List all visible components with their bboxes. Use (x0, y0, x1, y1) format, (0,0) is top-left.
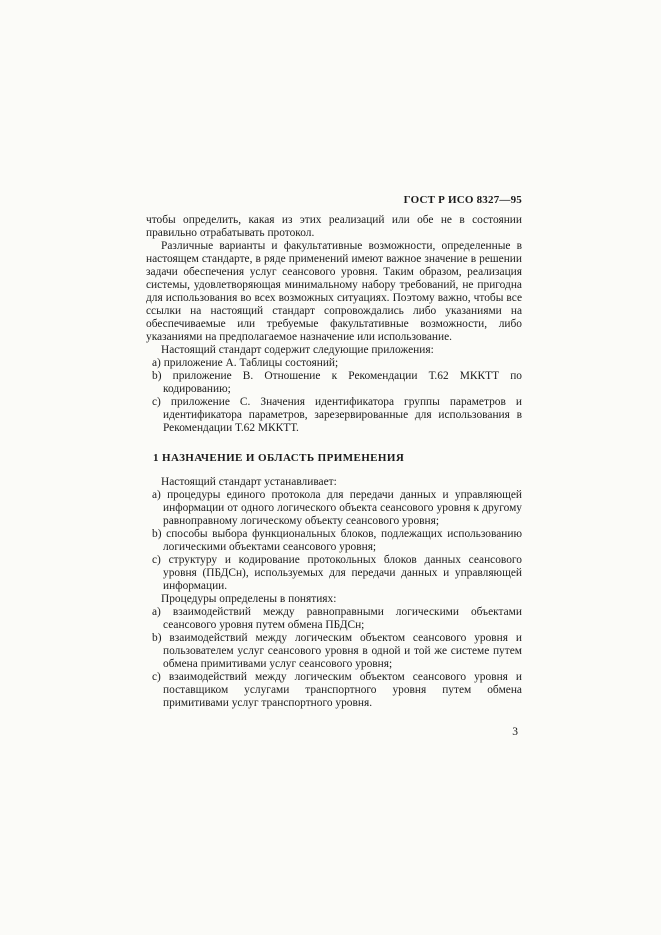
procedures-list (146, 606, 522, 710)
establishes-item: a) процедуры единого протокола для передачи данных и управляющей информации от одного логического объекта сеансового уровня к другому равноправному логическому объекту сеансового уровня; (152, 489, 522, 527)
section-1-heading: 1 НАЗНАЧЕНИЕ И ОБЛАСТЬ ПРИМЕНЕНИЯ (153, 452, 405, 464)
paragraph-variants: Различные варианты и факультативные возможности, определенные в настоящем стандарте, в ряде применений имеют важное значение в решении задачи обеспечения услуг сеансового уровня. Таким образом, реализация системы, удовлетворяющая минимальному набору требований, не пригодна для использования во всех возможных ситуациях. Поэтому важно, чтобы все ссылки на настоящий стандарт сопровождались либо указаниями на обеспечиваемые или требуемые факультативные возможности, либо указаниями на предполагаемое назначение или использование. (146, 240, 522, 343)
appendix-item: c) приложение С. Значения идентификатора группы параметров и идентификатора параметров, зарезервированные для использования в Рекомендации Т.62 МККТТ. (152, 396, 522, 434)
page-number: 3 (512, 726, 518, 738)
establishes-list (146, 489, 522, 593)
establishes-item: b) способы выбора функциональных блоков, подлежащих использованию логическими объектами сеансового уровня; (152, 528, 522, 553)
procedures-item: c) взаимодействий между логическим объектом сеансового уровня и поставщиком услугами транспортного уровня путем обмена примитивами услуг транспортного уровня. (152, 671, 522, 709)
page-content (146, 194, 522, 739)
appendix-list (146, 357, 522, 435)
paragraph-establishes-intro: Настоящий стандарт устанавливает: (161, 476, 337, 488)
appendix-item: a) приложение А. Таблицы состояний; (152, 357, 339, 369)
appendix-item: b) приложение В. Отношение к Рекомендации Т.62 МККТТ по кодированию; (152, 370, 522, 395)
establishes-item: c) структуру и кодирование протокольных блоков данных сеансового уровня (ПБДСн), используемых для передачи данных и управляющей информации. (152, 554, 522, 592)
paragraph-procedures-intro: Процедуры определены в понятиях: (161, 593, 337, 605)
paragraph-appendices-intro: Настоящий стандарт содержит следующие приложения: (161, 344, 434, 356)
procedures-item: a) взаимодействий между равноправными логическими объектами сеансового уровня путем обмена ПБДСн; (152, 606, 522, 631)
paragraph-intro-continuation: чтобы определить, какая из этих реализаций или обе не в состоянии правильно отрабатывать протокол. (146, 214, 522, 239)
procedures-item: b) взаимодействий между логическим объектом сеансового уровня и пользователем услуг сеансового уровня в одной и той же системе путем обмена примитивами услуг сеансового уровня; (152, 632, 522, 670)
document-code: ГОСТ Р ИСО 8327—95 (403, 194, 522, 206)
